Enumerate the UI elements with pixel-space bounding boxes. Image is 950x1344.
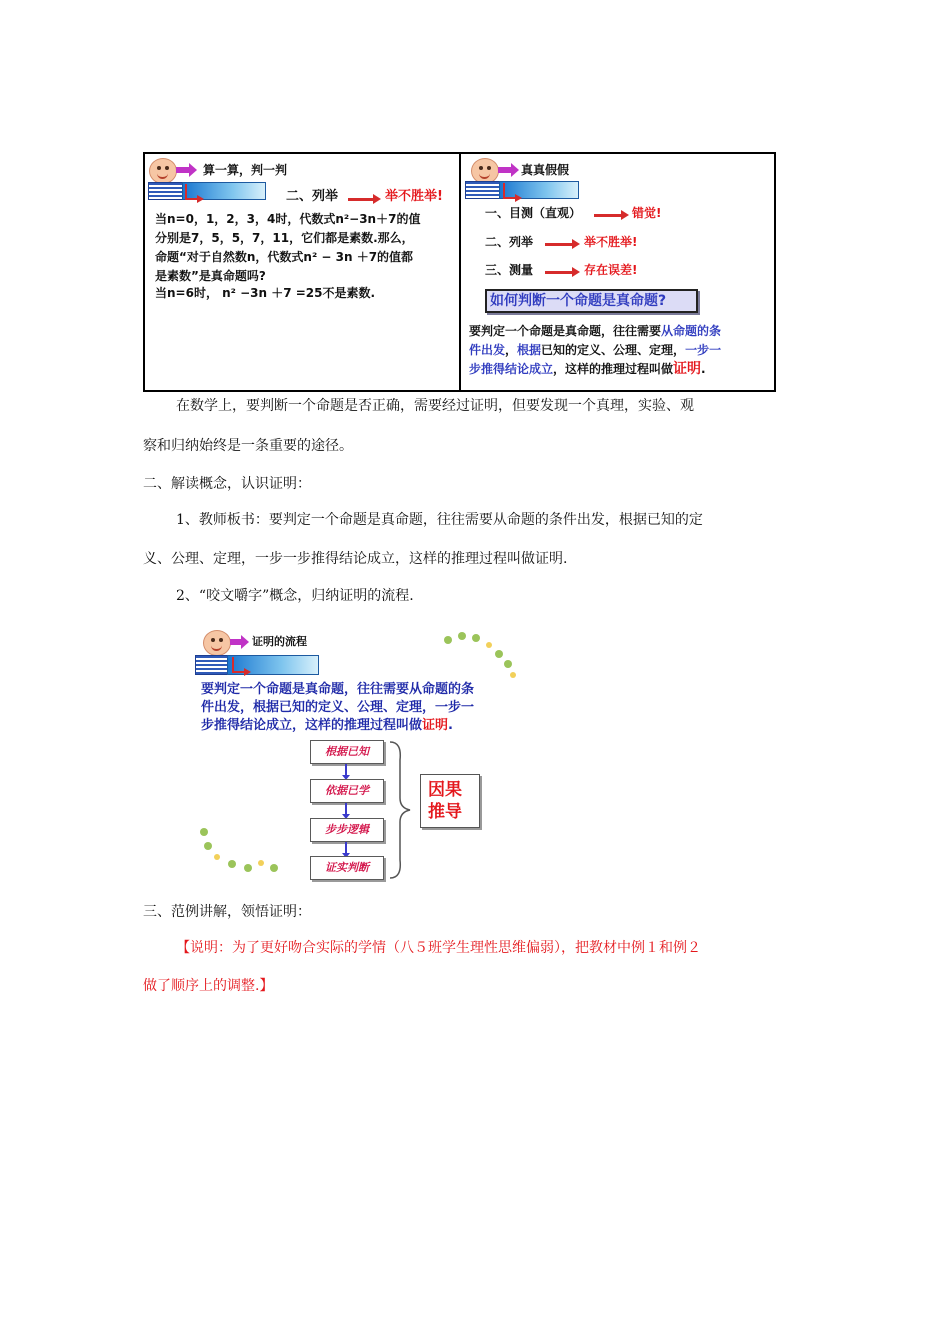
red-arrow-icon <box>545 243 573 246</box>
pink-arrow-icon <box>230 639 242 645</box>
method-2-label: 二、列举 <box>485 235 534 249</box>
flow-desc-line: 件出发，根据已知的定义、公理、定理，一步一 <box>201 700 475 715</box>
enum-label: 二、列举 <box>286 189 339 204</box>
vine-decoration-icon <box>204 842 212 850</box>
vine-decoration-icon <box>504 660 512 668</box>
top-figure-table <box>143 152 776 392</box>
item-1-line-1: 1、教师板书：要判定一个命题是真命题，往往需要从命题的条件出发，根据已知的定 <box>176 512 703 528</box>
left-line-4: 是素数”是真命题吗? <box>155 269 266 283</box>
left-line-1: 当n=0，1，2，3，4时，代数式n²−3n＋7的值 <box>155 212 421 226</box>
smiley-face-icon <box>149 158 177 184</box>
down-arrow-icon <box>345 764 347 776</box>
red-arrow-icon <box>348 198 374 201</box>
right-panel-title: 真真假假 <box>521 163 570 177</box>
flow-step-4: 证实判断 <box>310 856 384 880</box>
vine-decoration-icon <box>244 864 252 872</box>
down-arrow-icon <box>345 842 347 854</box>
item-2: 2、“咬文嚼字”概念，归纳证明的流程. <box>176 588 414 604</box>
left-line-5: 当n=6时， n² −3n ＋7 =25不是素数. <box>155 286 376 300</box>
vine-decoration-icon <box>495 650 503 658</box>
pink-arrow-icon <box>498 167 512 173</box>
desc-part: 已知的定义、公理、定理， <box>541 343 686 357</box>
flow-step-1: 根据已知 <box>310 740 384 764</box>
desc-part: ，这样的推理过程叫做 <box>553 362 674 376</box>
desc-part-highlight: 件出发 <box>469 343 506 357</box>
vine-decoration-icon <box>228 860 236 868</box>
result-line: 因果 <box>428 780 462 800</box>
result-text <box>428 779 462 823</box>
flow-step-2: 依据已学 <box>310 779 384 803</box>
item-1-line-2: 义、公理、定理，一步一步推得结论成立，这样的推理过程叫做证明. <box>143 551 568 567</box>
method-3-label: 三、测量 <box>485 263 534 277</box>
method-1-label: 一、目测（直观） <box>485 206 582 220</box>
left-panel <box>145 154 459 390</box>
desc-part-highlight: 根据 <box>517 343 542 357</box>
desc-part-proof: 证明 <box>673 361 702 377</box>
section-heading-3: 三、范例讲解，领悟证明： <box>143 904 311 920</box>
flow-description <box>201 681 474 735</box>
vine-decoration-icon <box>472 634 480 642</box>
vine-decoration-icon <box>444 636 452 644</box>
method-2-result: 举不胜举! <box>584 235 638 249</box>
note-line-1: 【说明：为了更好吻合实际的学情（八５班学生理性思维偏弱），把教材中例１和例２ <box>176 940 701 956</box>
vine-decoration-icon <box>270 864 278 872</box>
stack-bar-icon <box>465 181 501 199</box>
note-line-2: 做了顺序上的调整.】 <box>143 978 274 994</box>
flower-decoration-icon <box>510 672 516 678</box>
question-text: 如何判断一个命题是真命题? <box>490 293 667 309</box>
flow-desc-line: 步推得结论成立，这样的推理过程叫做 <box>201 718 423 733</box>
desc-part: . <box>701 362 706 376</box>
flow-desc-proof: 证明 <box>422 718 449 733</box>
left-line-3: 命题“对于自然数n，代数式n² − 3n ＋7的值都 <box>155 250 414 264</box>
red-arrow-icon <box>545 271 573 274</box>
right-description <box>469 322 769 379</box>
flow-desc-line: 要判定一个命题是真命题，往往需要从命题的条 <box>201 682 475 697</box>
method-3-result: 存在误差! <box>584 263 638 277</box>
body-paragraph-1-line-1: 在数学上，要判断一个命题是否正确，需要经过证明，但要发现一个真理，实验、观 <box>176 398 694 414</box>
desc-part-highlight: 一步一 <box>685 343 722 357</box>
stack-bar-icon <box>148 182 184 200</box>
desc-part: ， <box>505 343 518 357</box>
flower-decoration-icon <box>258 860 264 866</box>
result-box <box>420 774 480 828</box>
red-elbow-arrow-icon <box>185 184 197 200</box>
desc-part-highlight: 从命题的条 <box>661 324 722 338</box>
flower-decoration-icon <box>486 642 492 648</box>
question-box <box>485 289 698 313</box>
proof-flow-figure <box>192 628 528 880</box>
vine-decoration-icon <box>200 828 208 836</box>
curly-brace-icon <box>388 740 418 880</box>
left-panel-title: 算一算，判一判 <box>203 163 288 177</box>
right-panel <box>461 154 774 390</box>
section-heading-2: 二、解读概念，认识证明： <box>143 476 311 492</box>
stack-bar-icon <box>195 655 229 675</box>
vine-decoration-icon <box>458 632 466 640</box>
flower-decoration-icon <box>214 854 220 860</box>
flow-title: 证明的流程 <box>252 635 307 648</box>
flow-desc-line: . <box>448 718 453 733</box>
smiley-face-icon <box>203 630 231 656</box>
enum-result: 举不胜举! <box>385 189 443 204</box>
result-line: 推导 <box>428 802 462 822</box>
down-arrow-icon <box>345 803 347 815</box>
red-elbow-arrow-icon <box>232 657 244 673</box>
red-arrow-icon <box>594 214 622 217</box>
flow-step-3: 步步逻辑 <box>310 818 384 842</box>
method-1-result: 错觉! <box>632 206 662 220</box>
desc-part: 要判定一个命题是真命题，往往需要 <box>469 324 662 338</box>
left-line-2: 分别是7，5，5，7，11，它们都是素数.那么， <box>155 231 414 245</box>
body-paragraph-1-line-2: 察和归纳始终是一条重要的途径。 <box>143 438 353 454</box>
red-elbow-arrow-icon <box>503 183 515 199</box>
desc-part-highlight: 步推得结论成立 <box>469 362 554 376</box>
pink-arrow-icon <box>176 167 190 173</box>
